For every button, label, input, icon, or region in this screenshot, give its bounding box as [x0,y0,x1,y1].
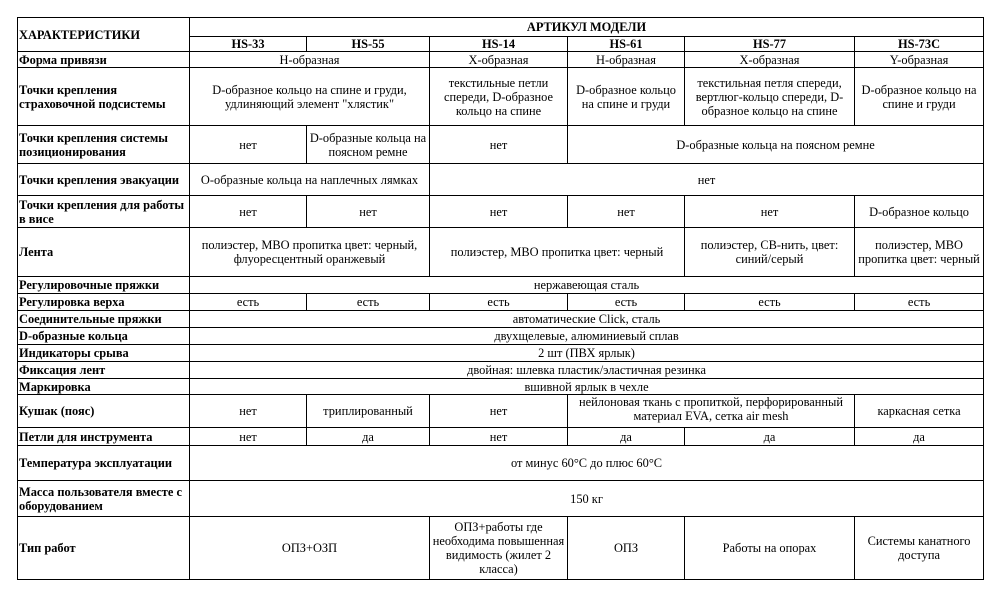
row-label-connect-buckles: Соединительные пряжки [18,311,190,328]
row-label-tape-fix: Фиксация лент [18,362,190,379]
row-top-adjust [18,294,984,311]
cell-top-73c: есть [855,294,984,311]
row-label-tool-loops: Петли для инструмента [18,428,190,446]
cell-tape-77: полиэстер, СВ-нить, цвет: синий/серый [685,228,855,277]
cell-top-61: есть [568,294,685,311]
cell-fall-77: текстильная петля спереди, вертлюг-кольцо спереди, D-образное кольцо на спине [685,68,855,126]
cell-pos-61-73c: D-образные кольца на поясном ремне [568,126,984,164]
cell-form-14: X-образная [430,52,568,68]
article-header: АРТИКУЛ МОДЕЛИ [190,18,984,37]
row-temperature [18,446,984,481]
row-belt [18,395,984,428]
row-label-marking: Маркировка [18,379,190,395]
row-label-positioning: Точки крепления системы позиционирования [18,126,190,164]
cell-susp-33: нет [190,196,307,228]
row-tape [18,228,984,277]
cell-tool-33: нет [190,428,307,446]
cell-tape-14-61: полиэстер, МВО пропитка цвет: черный [430,228,685,277]
row-mass [18,481,984,517]
row-label-work-type: Тип работ [18,517,190,580]
cell-top-55: есть [307,294,430,311]
row-fall-points [18,68,984,126]
cell-susp-14: нет [430,196,568,228]
cell-temperature: от минус 60°С до плюс 60°С [190,446,984,481]
cell-pos-33: нет [190,126,307,164]
characteristics-header: ХАРАКТЕРИСТИКИ [18,18,190,52]
row-label-suspension: Точки крепления для работы в висе [18,196,190,228]
cell-top-77: есть [685,294,855,311]
cell-work-77: Работы на опорах [685,517,855,580]
model-hs-55: HS-55 [307,37,430,52]
model-hs-14: HS-14 [430,37,568,52]
cell-marking: вшивной ярлык в чехле [190,379,984,395]
cell-tape-33-55: полиэстер, МВО пропитка цвет: черный, флуоресцентный оранжевый [190,228,430,277]
row-tool-loops [18,428,984,446]
cell-tape-fix: двойная: шлевка пластик/эластичная резинка [190,362,984,379]
cell-work-61: ОПЗ [568,517,685,580]
row-label-d-rings: D-образные кольца [18,328,190,345]
cell-susp-55: нет [307,196,430,228]
cell-evac-33-55: O-образные кольца на наплечных лямках [190,164,430,196]
cell-mass: 150 кг [190,481,984,517]
cell-form-77: X-образная [685,52,855,68]
row-label-form: Форма привязи [18,52,190,68]
cell-form-73c: Y-образная [855,52,984,68]
cell-tool-55: да [307,428,430,446]
model-hs-73c: HS-73C [855,37,984,52]
row-work-type [18,517,984,580]
row-label-adjust-buckles: Регулировочные пряжки [18,277,190,294]
row-label-tape: Лента [18,228,190,277]
cell-belt-14: нет [430,395,568,428]
cell-fall-61: D-образное кольцо на спине и груди [568,68,685,126]
row-marking [18,379,984,395]
row-d-rings [18,328,984,345]
cell-belt-55: триплированный [307,395,430,428]
row-label-temperature: Температура эксплуатации [18,446,190,481]
row-positioning [18,126,984,164]
row-suspension [18,196,984,228]
cell-tool-14: нет [430,428,568,446]
row-tape-fix [18,362,984,379]
cell-adjust-buckles: нержавеющая сталь [190,277,984,294]
row-label-top-adjust: Регулировка верха [18,294,190,311]
cell-pos-14: нет [430,126,568,164]
cell-indicators: 2 шт (ПВХ ярлык) [190,345,984,362]
cell-susp-61: нет [568,196,685,228]
cell-tool-73c: да [855,428,984,446]
cell-work-73c: Системы канатного доступа [855,517,984,580]
cell-fall-33-55: D-образное кольцо на спине и груди, удлиняющий элемент "хлястик" [190,68,430,126]
row-adjust-buckles [18,277,984,294]
cell-susp-73c: D-образное кольцо [855,196,984,228]
row-label-mass: Масса пользователя вместе с оборудованием [18,481,190,517]
cell-work-33-55: ОПЗ+ОЗП [190,517,430,580]
row-connect-buckles [18,311,984,328]
cell-form-61: H-образная [568,52,685,68]
cell-top-33: есть [190,294,307,311]
cell-belt-61-77: нейлоновая ткань с пропиткой, перфорированный материал EVA, сетка air mesh [568,395,855,428]
model-hs-33: HS-33 [190,37,307,52]
row-label-indicators: Индикаторы срыва [18,345,190,362]
cell-tape-73c: полиэстер, МВО пропитка цвет: черный [855,228,984,277]
model-hs-77: HS-77 [685,37,855,52]
cell-susp-77: нет [685,196,855,228]
cell-top-14: есть [430,294,568,311]
cell-belt-33: нет [190,395,307,428]
row-indicators [18,345,984,362]
row-label-evacuation: Точки крепления эвакуации [18,164,190,196]
cell-connect-buckles: автоматические Click, сталь [190,311,984,328]
cell-fall-14: текстильные петли спереди, D-образное кольцо на спине [430,68,568,126]
cell-evac-rest: нет [430,164,984,196]
row-label-belt: Кушак (пояс) [18,395,190,428]
row-form [18,52,984,68]
model-hs-61: HS-61 [568,37,685,52]
cell-form-33-55: H-образная [190,52,430,68]
row-label-fall-points: Точки крепления страховочной подсистемы [18,68,190,126]
cell-tool-61: да [568,428,685,446]
spec-table [17,17,984,580]
cell-belt-73c: каркасная сетка [855,395,984,428]
row-evacuation [18,164,984,196]
cell-d-rings: двухщелевые, алюминиевый сплав [190,328,984,345]
header-row [18,18,984,37]
cell-tool-77: да [685,428,855,446]
cell-work-14: ОПЗ+работы где необходима повышенная видимость (жилет 2 класса) [430,517,568,580]
cell-fall-73c: D-образное кольцо на спине и груди [855,68,984,126]
cell-pos-55: D-образные кольца на поясном ремне [307,126,430,164]
